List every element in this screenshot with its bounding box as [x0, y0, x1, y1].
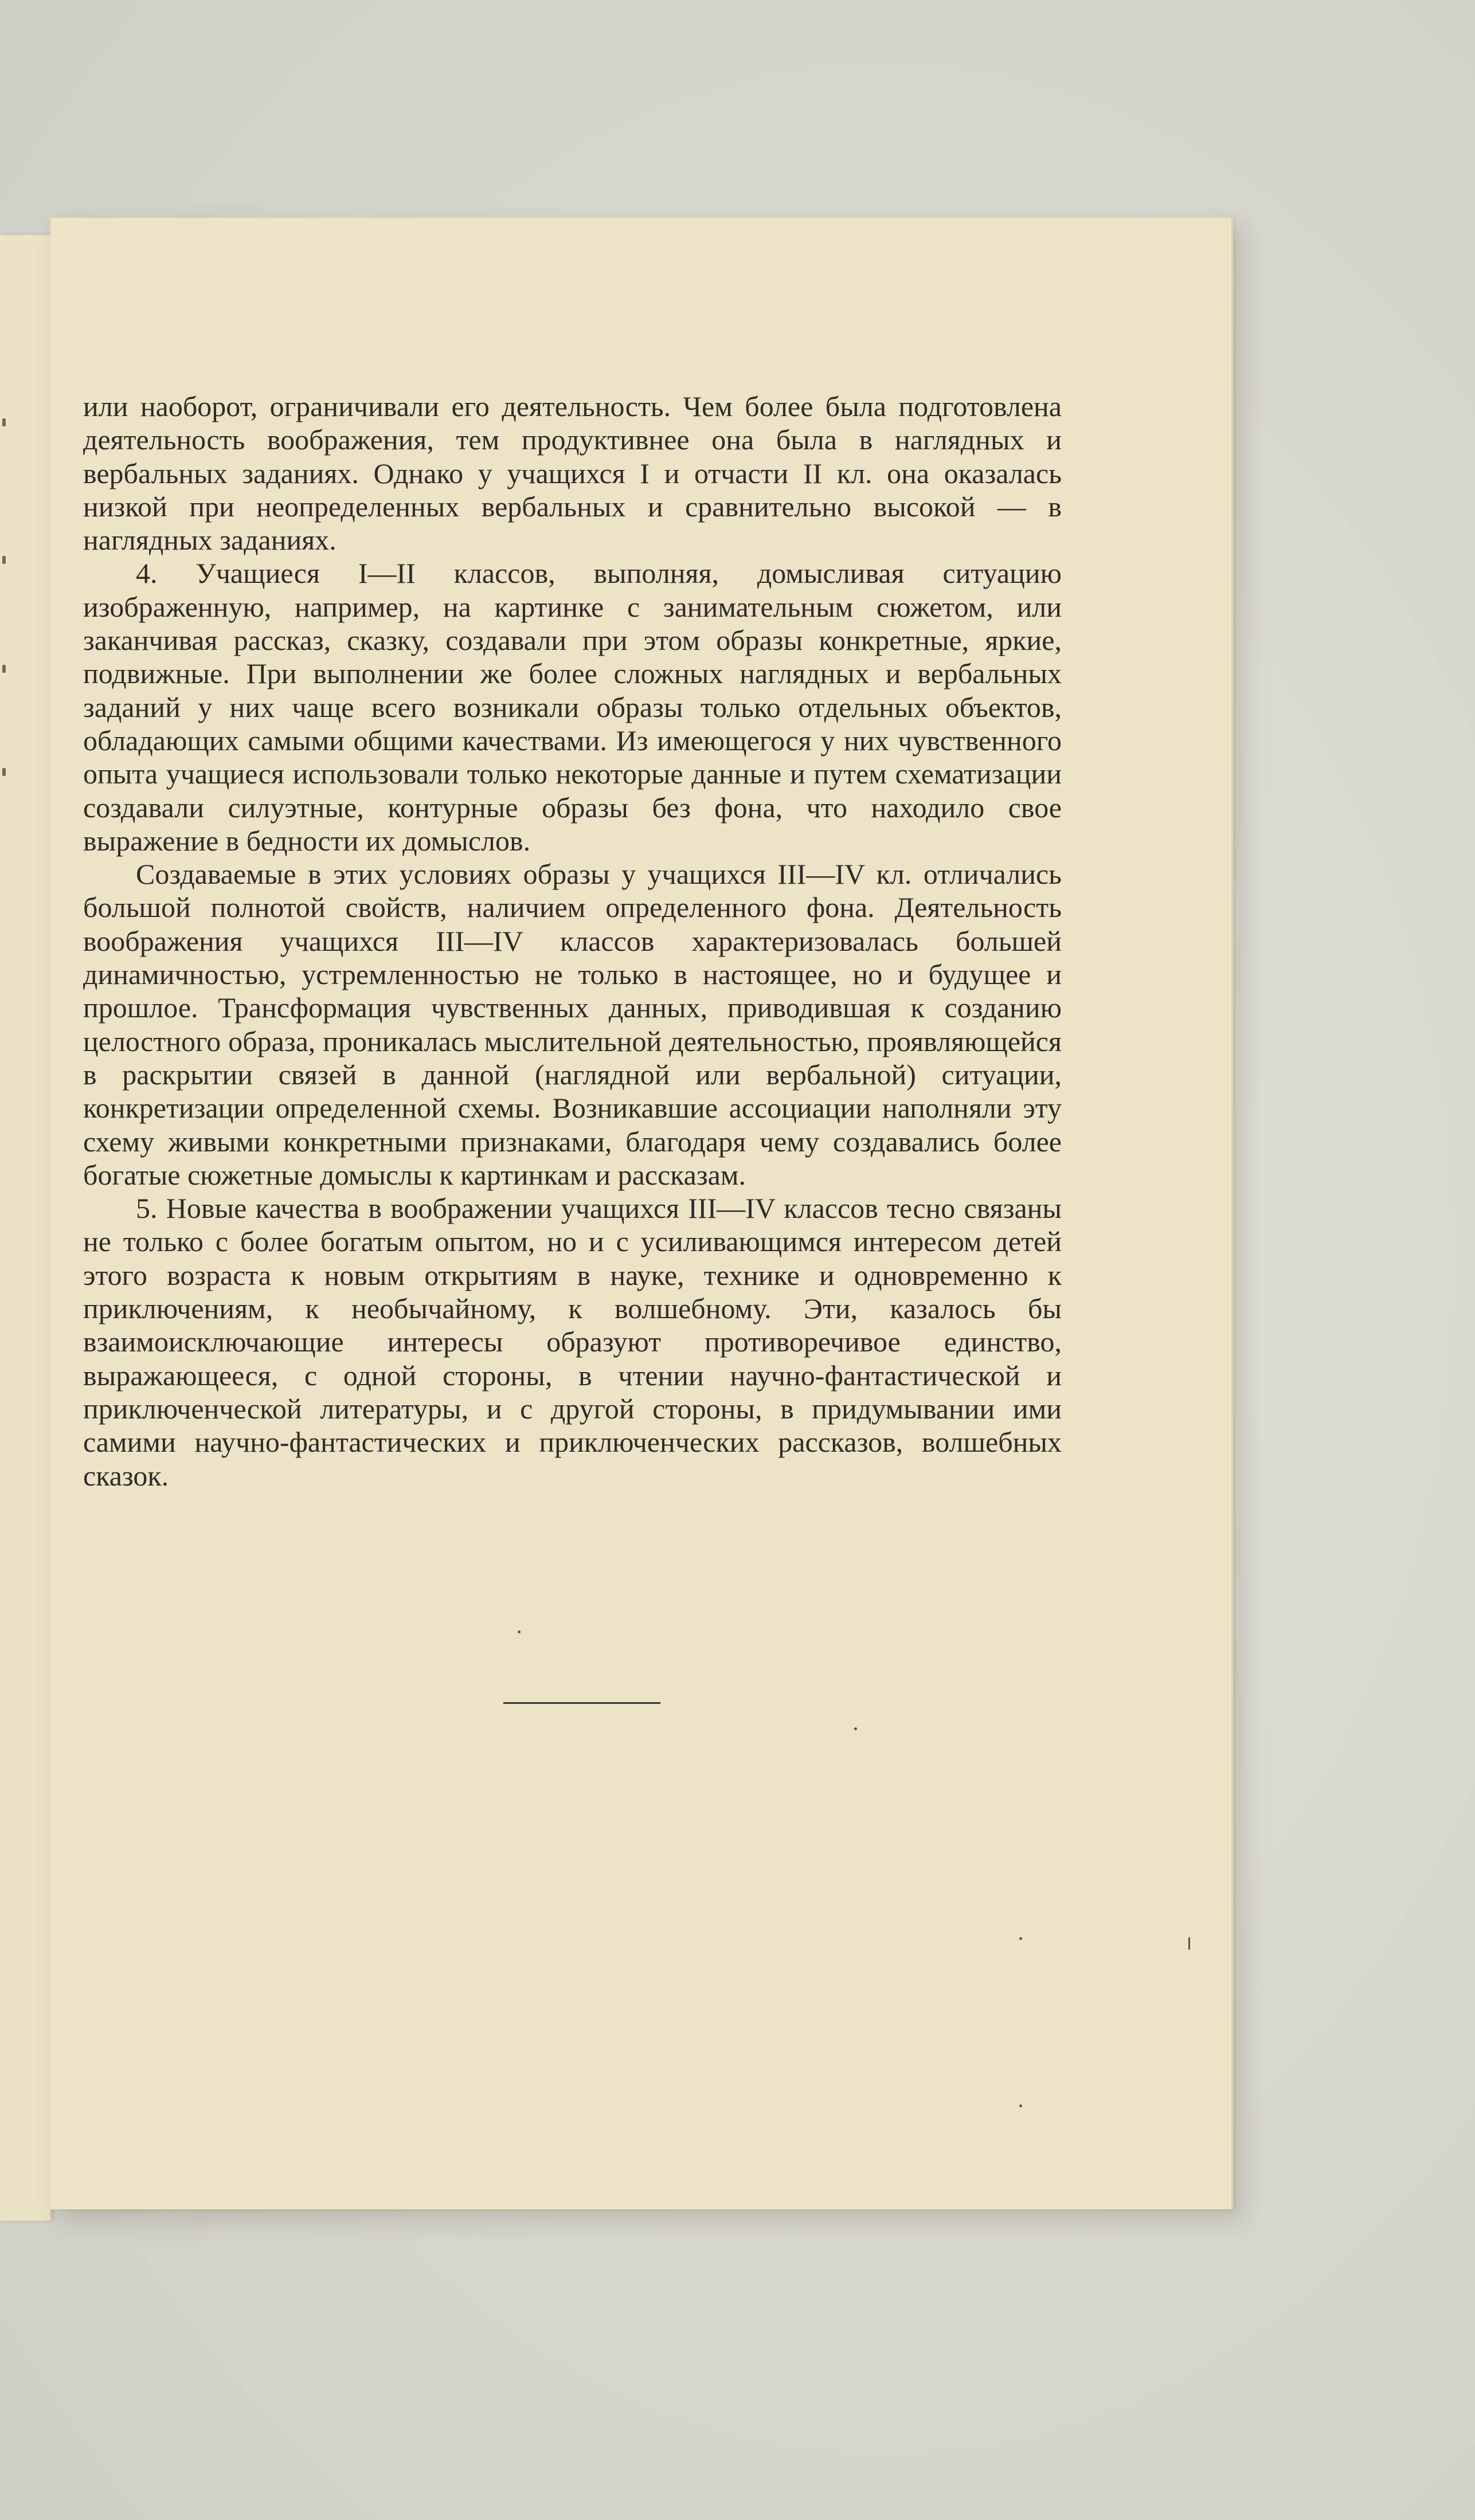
paragraph-3: Создаваемые в этих условиях образы у учащихся III—IV кл. отличались большой полнотой свойств, наличием определенного фона. Деятельность воображения учащихся III—IV классов характеризовалась большей динамичностью, устремленностью не только в настоящее, но и будущее и прошлое. Трансформация чувственных данных, приводившая к созданию целостного образа, проникалась мыслительной деятельностью, проявляющейся в раскрытии связей в данной (наглядной или вербальной) ситуации, конкретизации определенной схемы. Возникавшие ассоциации наполняли эту схему живыми конкретными признаками, благодаря чему создавались более богатые сюжетные домыслы к картинкам и рассказам.	[83, 858, 1062, 1191]
left-page-ink-mark	[2, 768, 6, 776]
end-of-article-rule	[503, 1702, 660, 1704]
paper-speck	[1188, 1937, 1190, 1950]
left-page-edge	[0, 235, 52, 2221]
paper-speck	[854, 1727, 857, 1730]
paper-speck	[1019, 1937, 1022, 1940]
paper-speck	[1019, 2104, 1022, 2107]
body-text	[83, 390, 1062, 1492]
paragraph-2: 4. Учащиеся I—II классов, выполняя, домысливая ситуацию изображенную, например, на картинке с занимательным сюжетом, или заканчивая рассказ, сказку, создавали при этом образы конкретные, яркие, подвижные. При выполнении же более сложных наглядных и вербальных заданий у них чаще всего возникали образы только отдельных объектов, обладающих самыми общими качествами. Из имеющегося у них чувственного опыта учащиеся использовали только некоторые данные и путем схематизации создавали силуэтные, контурные образы без фона, что находило свое выражение в бедности их домыслов.	[83, 557, 1062, 857]
left-page-ink-mark	[2, 665, 6, 673]
book-page	[50, 218, 1234, 2209]
left-page-ink-mark	[2, 418, 6, 426]
paper-speck	[518, 1631, 521, 1633]
left-page-ink-mark	[2, 556, 6, 564]
paragraph-1: или наоборот, ограничивали его деятельность. Чем более была подготовлена деятельность воображения, тем продуктивнее она была в наглядных и вербальных заданиях. Однако у учащихся I и отчасти II кл. она оказалась низкой при неопределенных вербальных и сравнительно высокой — в наглядных заданиях.	[83, 390, 1062, 556]
paragraph-4: 5. Новые качества в воображении учащихся III—IV классов тесно связаны не только с более богатым опытом, но и с усиливающимся интересом детей этого возраста к новым открытиям в науке, технике и одновременно к приключениям, к необычайному, к волшебному. Эти, казалось бы взаимоисключающие интересы образуют противоречивое единство, выражающееся, с одной стороны, в чтении научно-фантастической и приключенческой литературы, и с другой стороны, в придумывании ими самими научно-фантастических и приключенческих рассказов, волшебных сказок.	[83, 1192, 1062, 1492]
